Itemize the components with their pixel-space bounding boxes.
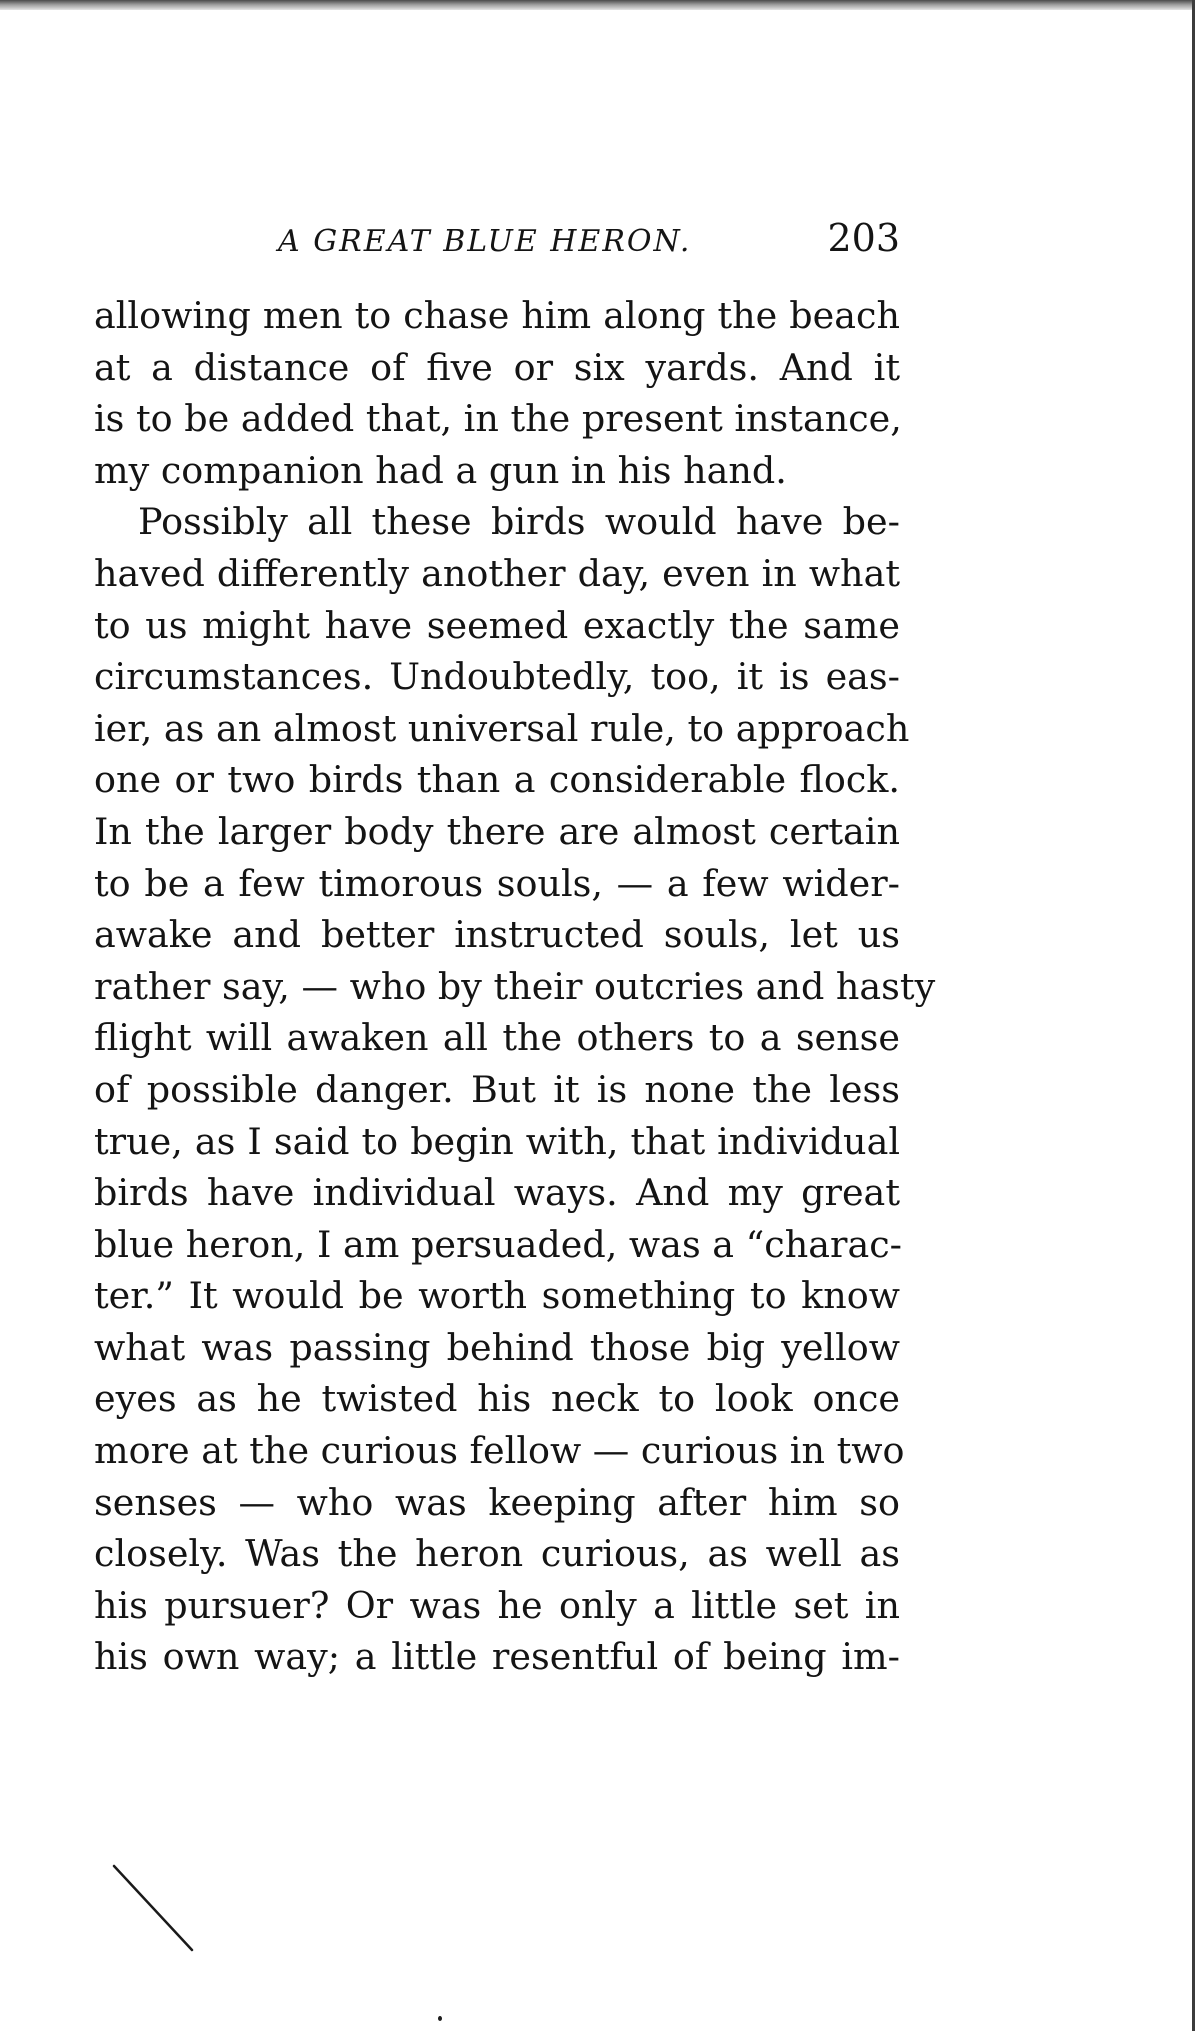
text-line: ter.” It would be worth something to know	[94, 1274, 900, 1318]
text-line: haved differently another day, even in what	[94, 551, 900, 595]
ink-speck	[438, 2016, 442, 2021]
text-line: blue heron, I am persuaded, was a “charac-	[94, 1222, 902, 1266]
page-number: 203	[827, 216, 900, 260]
text-line: his pursuer? Or was he only a little set in	[94, 1583, 900, 1627]
running-title: A GREAT BLUE HERON.	[278, 224, 692, 259]
text-line: closely. Was the heron curious, as well as	[94, 1532, 900, 1576]
text-line: to be a few timorous souls, — a few wider-	[94, 861, 900, 905]
text-line: more at the curious fellow — curious in two	[94, 1429, 905, 1473]
text-line: Possibly all these birds would have be-	[138, 500, 900, 544]
text-line: to us might have seemed exactly the same	[94, 603, 900, 647]
text-line: flight will awaken all the others to a sense	[94, 1016, 900, 1060]
text-line: allowing men to chase him along the beach	[94, 294, 900, 337]
text-line: circumstances. Undoubtedly, too, it is eas-	[94, 655, 900, 699]
text-line: one or two birds than a considerable flock.	[94, 758, 900, 802]
stray-pencil-mark	[110, 1862, 200, 1952]
body-text	[94, 290, 936, 1683]
text-line: senses — who was keeping after him so	[94, 1480, 900, 1524]
text-line: ier, as an almost universal rule, to approach	[94, 706, 910, 750]
text-line: of possible danger. But it is none the less	[94, 1067, 900, 1111]
text-line: at a distance of five or six yards. And it	[94, 345, 900, 389]
text-line: my companion had a gun in his hand.	[94, 448, 787, 492]
scan-top-edge	[0, 0, 1195, 10]
text-line: is to be added that, in the present instance,	[94, 397, 902, 441]
text-line: birds have individual ways. And my great	[94, 1171, 900, 1215]
text-line: eyes as he twisted his neck to look once	[94, 1377, 900, 1421]
running-head	[94, 214, 900, 274]
text-line: rather say, — who by their outcries and hasty	[94, 964, 936, 1008]
text-line: what was passing behind those big yellow	[94, 1325, 900, 1369]
text-line: In the larger body there are almost certain	[94, 809, 900, 853]
text-line: awake and better instructed souls, let us	[94, 913, 900, 957]
text-line: his own way; a little resentful of being im-	[94, 1635, 900, 1679]
text-line: true, as I said to begin with, that individual	[94, 1119, 900, 1163]
